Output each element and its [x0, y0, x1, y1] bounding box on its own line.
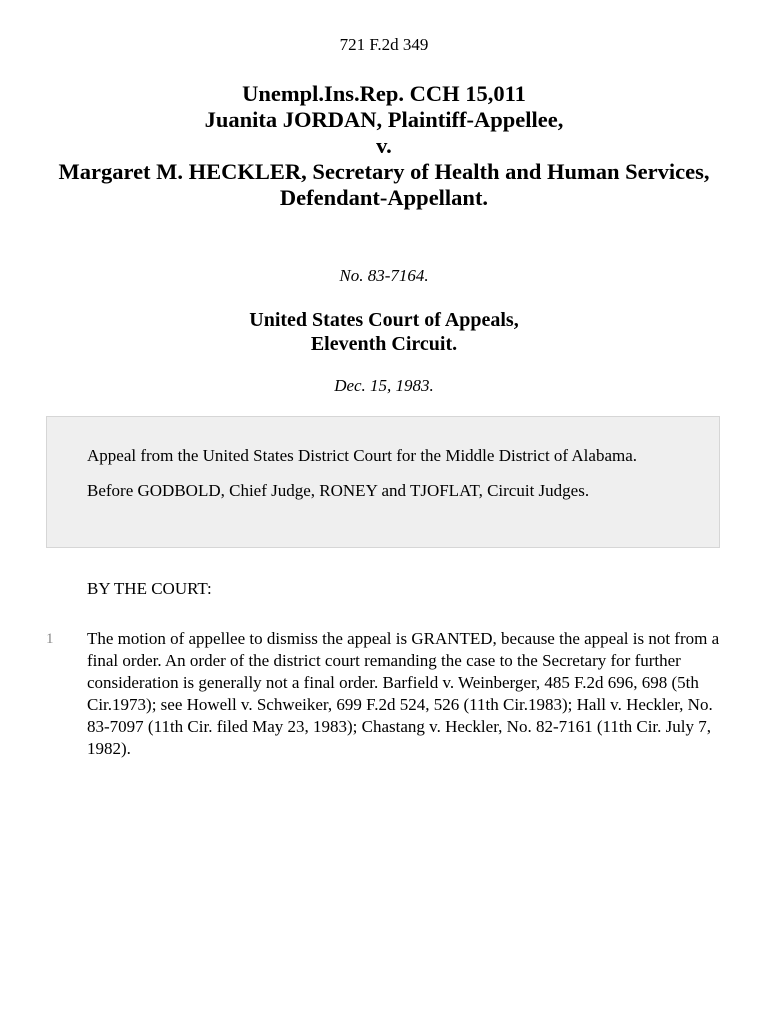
title-line-defendant-role: Defendant-Appellant. [279, 185, 489, 210]
citation: 721 F.2d 349 [339, 35, 429, 54]
paragraph-number: 1 [46, 631, 54, 647]
title-line-versus: v. [376, 133, 392, 158]
docket-number: No. 83-7164. [339, 266, 429, 285]
title-line-defendant: Margaret M. HECKLER, Secretary of Health and Human Services, [58, 159, 710, 184]
court-line-1: United States Court of Appeals, [249, 309, 519, 331]
opinion-paragraph [46, 628, 726, 760]
paragraph-text: The motion of appellee to dismiss the appeal is GRANTED, because the appeal is not from a final order. An order of the district court remanding the case to the Secretary for further consideration is generally not a final order. Barfield v. Weinberger, 485 F.2d 696, 698 (5th Cir.1973); see Howell v. Schweiker, 699 F.2d 524, 526 (11th Cir.1983); Hall v. Heckler, No. 83-7097 (11th Cir. filed May 23, 1983); Chastang v. Heckler, No. 82-7161 (11th Cir. July 7, 1982). [87, 629, 720, 758]
case-title [40, 81, 728, 211]
appeal-statement: Appeal from the United States District Court for the Middle District of Alabama. [87, 446, 638, 465]
court-line-2: Eleventh Circuit. [310, 333, 458, 355]
title-line-reporter: Unempl.Ins.Rep. CCH 15,011 [242, 81, 526, 106]
title-line-plaintiff: Juanita JORDAN, Plaintiff-Appellee, [204, 107, 564, 132]
decision-date: Dec. 15, 1983. [334, 376, 434, 395]
syllabus-box [46, 416, 720, 548]
court-name [0, 308, 768, 356]
panel-statement: Before GODBOLD, Chief Judge, RONEY and TJOFLAT, Circuit Judges. [87, 481, 590, 500]
by-the-court-heading: BY THE COURT: [87, 579, 212, 598]
